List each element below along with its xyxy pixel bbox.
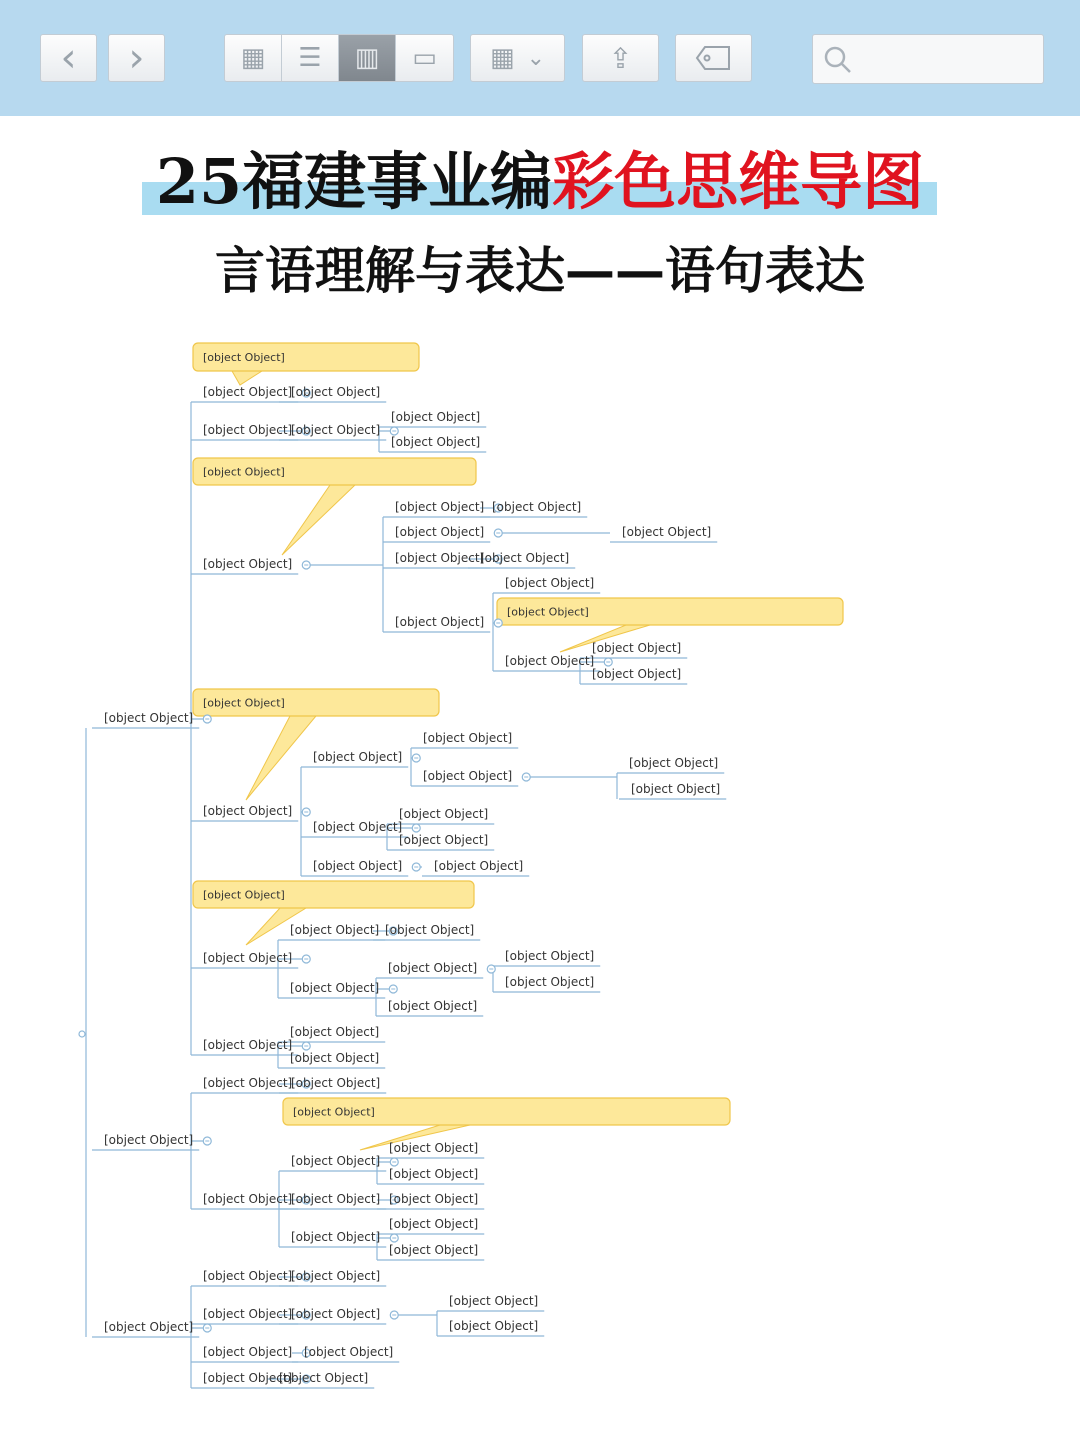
root-toggle-icon[interactable] — [79, 1031, 85, 1037]
mindmap-node-n38: [object Object] — [203, 1038, 293, 1052]
mindmap-node-n42: [object Object] — [291, 1076, 381, 1090]
mindmap-node-n17: [object Object] — [592, 641, 682, 655]
view-mode-segmented-control — [224, 34, 454, 82]
mindmap-node-n3: [object Object] — [203, 423, 293, 437]
mindmap-node-n2: [object Object] — [291, 385, 381, 399]
mindmap-node-n36: [object Object] — [505, 975, 595, 989]
columns-icon: ▥ — [354, 43, 380, 73]
search-input[interactable] — [812, 34, 1044, 84]
callout-text-c5: [object Object] — [203, 888, 285, 902]
mindmap-node-n45: [object Object] — [389, 1141, 479, 1155]
mind-map — [0, 330, 1080, 1410]
search-icon — [823, 45, 853, 75]
mindmap-node-n60: [object Object] — [203, 1371, 293, 1385]
mindmap-node-n21: [object Object] — [423, 731, 513, 745]
mindmap-node-n30: [object Object] — [203, 951, 293, 965]
mindmap-node-n27: [object Object] — [399, 833, 489, 847]
finder-toolbar — [0, 0, 1080, 116]
branch-b3: [object Object] — [104, 1320, 194, 1334]
mindmap-node-n51: [object Object] — [389, 1243, 479, 1257]
mindmap-node-n37: [object Object] — [388, 999, 478, 1013]
mindmap-node-n6: [object Object] — [391, 435, 481, 449]
mindmap-node-n35: [object Object] — [505, 949, 595, 963]
mindmap-node-n47: [object Object] — [291, 1192, 381, 1206]
share-button[interactable] — [582, 34, 659, 82]
mindmap-node-n49: [object Object] — [291, 1230, 381, 1244]
mindmap-node-n46: [object Object] — [389, 1167, 479, 1181]
mindmap-node-n56: [object Object] — [449, 1294, 539, 1308]
callout-pointer — [282, 485, 355, 555]
mindmap-node-n9: [object Object] — [492, 500, 582, 514]
mindmap-node-n11: [object Object] — [622, 525, 712, 539]
view-gallery-button[interactable] — [396, 35, 453, 81]
page-subtitle: 言语理解与表达——语句表达 — [215, 242, 865, 300]
mindmap-node-n7: [object Object] — [203, 557, 293, 571]
mindmap-node-n55: [object Object] — [291, 1307, 381, 1321]
mindmap-node-n57: [object Object] — [449, 1319, 539, 1333]
mindmap-node-n15: [object Object] — [505, 576, 595, 590]
callout-text-c2: [object Object] — [203, 465, 285, 479]
mindmap-node-n50: [object Object] — [389, 1217, 479, 1231]
chevron-right-icon: › — [128, 35, 145, 81]
gallery-icon: ▭ — [412, 43, 437, 73]
callout-pointer — [246, 716, 316, 800]
mindmap-node-n44: [object Object] — [291, 1154, 381, 1168]
mindmap-node-n33: [object Object] — [290, 981, 380, 995]
branch-b1: [object Object] — [104, 711, 194, 725]
title-red-part: 彩色思维导图 — [552, 145, 925, 218]
tag-button[interactable] — [675, 34, 752, 82]
mindmap-node-n53: [object Object] — [291, 1269, 381, 1283]
mindmap-node-n13: [object Object] — [480, 551, 570, 565]
back-button[interactable] — [40, 34, 97, 82]
mindmap-node-n5: [object Object] — [391, 410, 481, 424]
mindmap-node-n20: [object Object] — [313, 750, 403, 764]
title-black-part: 25福建事业编 — [155, 145, 553, 218]
mindmap-node-n58: [object Object] — [203, 1345, 293, 1359]
view-icons-button[interactable] — [225, 35, 282, 81]
mindmap-node-n28: [object Object] — [313, 859, 403, 873]
mindmap-node-n54: [object Object] — [203, 1307, 293, 1321]
chevron-down-icon: ⌄ — [526, 45, 545, 71]
mindmap-node-n18: [object Object] — [592, 667, 682, 681]
mindmap-node-n4: [object Object] — [291, 423, 381, 437]
grid-icon: ▦ — [240, 43, 266, 73]
callout-text-c4: [object Object] — [203, 696, 285, 710]
mindmap-node-n41: [object Object] — [203, 1076, 293, 1090]
callout-pointer — [232, 371, 262, 385]
mindmap-node-n25: [object Object] — [313, 820, 403, 834]
mindmap-node-n23: [object Object] — [629, 756, 719, 770]
mindmap-node-n40: [object Object] — [290, 1051, 380, 1065]
mindmap-node-n19: [object Object] — [203, 804, 293, 818]
mindmap-node-n34: [object Object] — [388, 961, 478, 975]
mindmap-node-n32: [object Object] — [385, 923, 475, 937]
callout-text-c1: [object Object] — [203, 351, 285, 364]
mindmap-node-n12: [object Object] — [395, 551, 485, 565]
forward-button[interactable] — [108, 34, 165, 82]
mindmap-node-n52: [object Object] — [203, 1269, 293, 1283]
mindmap-node-n39: [object Object] — [290, 1025, 380, 1039]
mindmap-node-n10: [object Object] — [395, 525, 485, 539]
mindmap-node-n31: [object Object] — [290, 923, 380, 937]
list-icon: ☰ — [298, 43, 322, 73]
callout-text-c3: [object Object] — [507, 605, 589, 619]
mindmap-node-n61: [object Object] — [279, 1371, 369, 1385]
mindmap-node-n16: [object Object] — [505, 654, 595, 668]
mindmap-node-n8: [object Object] — [395, 500, 485, 514]
tag-icon — [695, 45, 733, 71]
mindmap-node-n24: [object Object] — [631, 782, 721, 796]
branch-b2: [object Object] — [104, 1133, 194, 1147]
share-icon: ⇪ — [608, 41, 633, 75]
group-by-dropdown[interactable] — [470, 34, 565, 82]
group-grid-icon: ▦ — [489, 43, 515, 73]
mindmap-node-n26: [object Object] — [399, 807, 489, 821]
mindmap-node-n29: [object Object] — [434, 859, 524, 873]
mindmap-node-n1: [object Object] — [203, 385, 293, 399]
view-list-button[interactable] — [282, 35, 339, 81]
page-title — [0, 142, 1080, 222]
callout-text-c6: [object Object] — [293, 1105, 375, 1119]
mindmap-node-n48: [object Object] — [389, 1192, 479, 1206]
mindmap-node-n43: [object Object] — [203, 1192, 293, 1206]
mindmap-node-n14: [object Object] — [395, 615, 485, 629]
view-columns-button[interactable] — [339, 35, 396, 81]
chevron-left-icon: ‹ — [60, 35, 77, 81]
mindmap-node-n59: [object Object] — [304, 1345, 394, 1359]
mindmap-node-n22: [object Object] — [423, 769, 513, 783]
